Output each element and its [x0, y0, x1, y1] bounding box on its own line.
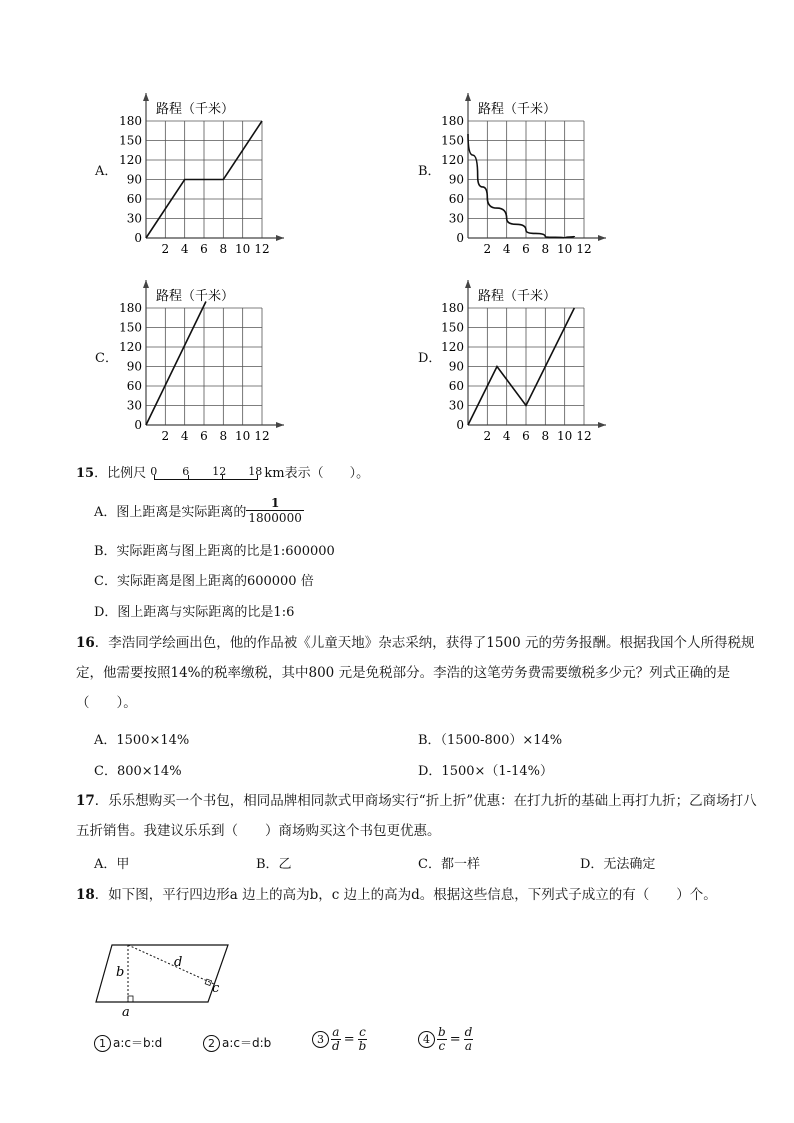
scale-line: [154, 479, 258, 480]
x-axis-arrow: [598, 422, 606, 428]
scale-tick-label: 18: [248, 464, 263, 478]
y-axis-arrow: [465, 93, 471, 101]
y-tick-label: 150: [119, 320, 142, 335]
y-tick-label: 90: [448, 359, 464, 374]
y-tick-label: 120: [119, 153, 142, 167]
x-tick-label: 8: [541, 242, 550, 256]
x-tick-label: 8: [541, 429, 550, 443]
x-tick-label: 2: [483, 429, 492, 443]
chart-c: [118, 275, 288, 450]
y-tick-label: 150: [119, 133, 142, 148]
option-text: a:c＝b:d: [113, 1036, 163, 1050]
x-tick-label: 4: [502, 429, 511, 443]
y-axis-arrow: [465, 280, 471, 288]
scale-bar: [150, 464, 263, 483]
y-tick-label: 120: [441, 340, 464, 354]
question-text: ．乐乐想购买一个书包，相同品牌相同款式甲商场实行“折上折”优惠：在打九折的基础上再打九折；乙商场打八五折销售。我建议乐乐到（ ）商场购买这个书包更优惠。: [76, 793, 757, 839]
circled-number: 3: [312, 1031, 329, 1048]
y-tick-label: 120: [441, 153, 464, 167]
question-number: 17: [76, 793, 95, 809]
fraction-denominator: d: [332, 1039, 340, 1053]
fraction-denominator: c: [438, 1039, 446, 1053]
equals-sign: =: [343, 1032, 355, 1047]
x-tick-label: 10: [557, 429, 573, 443]
question-number: 15: [76, 466, 95, 481]
scale-tick: [222, 475, 223, 480]
q18-option-3: [312, 1026, 367, 1053]
x-axis-arrow: [276, 235, 284, 241]
q15-option-c: C．实际距离是图上距离的600000 倍: [94, 574, 314, 589]
question-number: 16: [76, 635, 95, 651]
option-c-label: C．: [95, 351, 118, 366]
y-tick-label: 60: [126, 192, 142, 206]
x-tick-label: 6: [522, 242, 530, 256]
x-tick-label: 12: [576, 429, 592, 443]
fraction: [331, 1026, 341, 1053]
x-tick-label: 4: [180, 242, 189, 256]
y-axis-arrow: [143, 280, 149, 288]
chart-svg: [118, 275, 288, 450]
scale-tick: [257, 475, 258, 480]
question-text: ．李浩同学绘画出色，他的作品被《儿童天地》杂志采纳，获得了1500 元的劳务报酬。根据我国个人所得税规定，他需要按照14%的税率缴税，其中800 元是免税部分。李浩的这笔劳务费需要缴税多少元？列式正确的是（ ）。: [76, 635, 755, 711]
q18-option-4: [418, 1026, 473, 1053]
question-text: ．比例尺: [94, 466, 147, 481]
q17-option-d: D．无法确定: [580, 857, 656, 872]
circled-number: 1: [94, 1035, 111, 1052]
y-tick-label: 0: [134, 418, 142, 432]
fraction: [246, 496, 303, 525]
chart-svg: [440, 88, 610, 263]
fraction: [437, 1026, 447, 1053]
chart-svg: [440, 275, 610, 450]
option-d-label: D．: [418, 351, 442, 366]
q16-option-b: B．（1500-800）×14%: [418, 733, 563, 748]
q17-option-c: C．都一样: [418, 857, 480, 872]
y-tick-label: 0: [456, 418, 464, 432]
scale-tick-label: 6: [182, 464, 190, 478]
chart-title: 路程（千米）: [156, 289, 235, 304]
y-axis-arrow: [143, 93, 149, 101]
scale-tick: [154, 475, 155, 480]
x-tick-label: 8: [219, 242, 228, 256]
fraction-denominator: b: [358, 1039, 367, 1053]
right-angle-mark: [128, 996, 133, 1002]
fraction-numerator: c: [359, 1025, 366, 1039]
x-tick-label: 6: [200, 242, 208, 256]
x-axis-arrow: [598, 235, 606, 241]
chart-d: [440, 275, 610, 450]
question-number: 18: [76, 887, 95, 903]
label-d: d: [174, 955, 183, 970]
y-tick-label: 0: [134, 231, 142, 245]
y-tick-label: 30: [126, 211, 142, 226]
right-angle-mark: [205, 979, 211, 985]
height-d: [128, 945, 214, 984]
circled-number: 4: [418, 1031, 435, 1048]
y-tick-label: 60: [448, 192, 464, 206]
q15-option-a: [94, 496, 304, 525]
x-tick-label: 4: [180, 429, 189, 443]
question-16: [76, 628, 766, 718]
x-tick-label: 6: [522, 429, 530, 443]
y-tick-label: 90: [126, 172, 142, 187]
scale-tick-label: 0: [150, 464, 158, 478]
y-tick-label: 180: [441, 301, 464, 315]
chart-title: 路程（千米）: [478, 289, 557, 304]
fraction-numerator: a: [332, 1025, 340, 1039]
x-axis-arrow: [276, 422, 284, 428]
x-tick-label: 12: [576, 242, 592, 256]
x-tick-label: 2: [483, 242, 492, 256]
q16-option-c: C．800×14%: [94, 764, 182, 779]
x-tick-label: 10: [235, 242, 251, 256]
parallelogram-diagram: [92, 940, 237, 1020]
q18-option-1: [94, 1034, 162, 1052]
option-a-label: A．: [95, 164, 118, 179]
option-b-label: B．: [418, 164, 441, 179]
y-tick-label: 150: [441, 320, 464, 335]
label-b: b: [116, 965, 125, 980]
scale-unit: km: [260, 466, 285, 481]
y-tick-label: 30: [448, 398, 464, 413]
x-tick-label: 6: [200, 429, 208, 443]
question-17: [76, 786, 766, 846]
y-tick-label: 60: [448, 379, 464, 393]
question-18: [76, 880, 766, 910]
chart-title: 路程（千米）: [156, 102, 235, 117]
x-tick-label: 4: [502, 242, 511, 256]
question-suffix: 表示（ ）。: [284, 466, 370, 481]
q15-option-d: D．图上距离与实际距离的比是1:6: [94, 605, 295, 620]
question-text: ．如下图，平行四边形a 边上的高为b，c 边上的高为d。根据这些信息，下列式子成立的有（ ）个。: [94, 887, 717, 903]
fraction-numerator: 1: [246, 496, 303, 511]
x-tick-label: 8: [219, 429, 228, 443]
fraction: [464, 1026, 474, 1053]
x-tick-label: 10: [235, 429, 251, 443]
q17-option-b: B．乙: [256, 857, 292, 872]
q17-option-a: A．甲: [94, 857, 130, 872]
y-tick-label: 30: [448, 211, 464, 226]
circled-number: 2: [203, 1035, 220, 1052]
chart-title: 路程（千米）: [478, 102, 557, 117]
scale-tick-label: 12: [212, 464, 227, 478]
fraction-numerator: d: [464, 1025, 473, 1039]
y-tick-label: 60: [126, 379, 142, 393]
label-a: a: [122, 1005, 130, 1020]
scale-tick: [188, 475, 189, 480]
x-tick-label: 10: [557, 242, 573, 256]
label-c: c: [212, 981, 220, 996]
y-tick-label: 30: [126, 398, 142, 413]
chart-b: [440, 88, 610, 263]
fraction-numerator: b: [438, 1025, 446, 1039]
y-tick-label: 180: [441, 114, 464, 128]
fraction: [358, 1026, 368, 1053]
q18-option-2: [203, 1034, 271, 1052]
fraction-denominator: 1800000: [248, 511, 302, 525]
option-text: a:c＝d:b: [222, 1036, 272, 1050]
y-tick-label: 0: [456, 231, 464, 245]
x-tick-label: 2: [161, 429, 170, 443]
chart-a: [118, 88, 288, 263]
question-15: [76, 462, 369, 483]
q15-option-b: B．实际距离与图上距离的比是1:600000: [94, 544, 335, 559]
chart-svg: [118, 88, 288, 263]
y-tick-label: 150: [441, 133, 464, 148]
y-tick-label: 180: [119, 114, 142, 128]
y-tick-label: 90: [448, 172, 464, 187]
fraction-denominator: a: [464, 1039, 473, 1053]
q16-option-a: A．1500×14%: [94, 733, 190, 748]
y-tick-label: 120: [119, 340, 142, 354]
equals-sign: =: [449, 1032, 461, 1047]
y-tick-label: 90: [126, 359, 142, 374]
x-tick-label: 12: [254, 429, 270, 443]
q16-option-d: D．1500×（1-14%）: [418, 764, 553, 779]
x-tick-label: 12: [254, 242, 270, 256]
y-tick-label: 180: [119, 301, 142, 315]
option-text: A．图上距离是实际距离的: [94, 505, 247, 520]
x-tick-label: 2: [161, 242, 170, 256]
